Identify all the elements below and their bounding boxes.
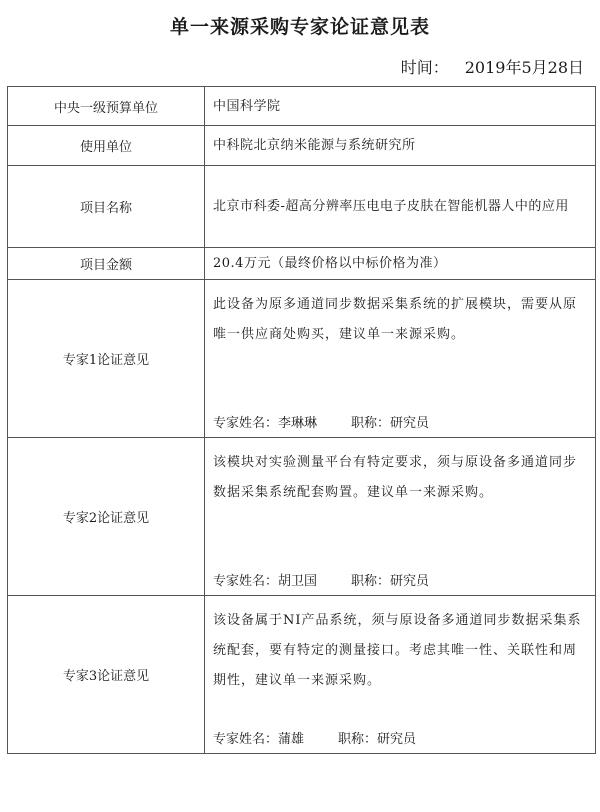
expert3-signature bbox=[213, 728, 416, 747]
budget-unit-label: 中央一级预算单位 bbox=[8, 87, 205, 126]
expert1-signature bbox=[213, 412, 429, 431]
expert3-title-label: 职称： bbox=[338, 732, 378, 747]
expert1-name-label: 专家姓名： bbox=[213, 416, 279, 431]
expert1-opinion-label: 专家1论证意见 bbox=[8, 280, 205, 438]
user-unit-value: 中科院北京纳米能源与系统研究所 bbox=[205, 126, 596, 166]
expert2-title-label: 职称： bbox=[351, 574, 391, 589]
table-row bbox=[8, 126, 596, 166]
expert2-opinion-cell bbox=[205, 438, 596, 596]
expert1-title-label: 职称： bbox=[351, 416, 391, 431]
expert3-name: 蒲雄 bbox=[278, 732, 305, 747]
expert3-opinion-text: 该设备属于NI产品系统，须与原设备多通道同步数据采集系统配套，要有特定的测量接口。考虑其唯一性、关联性和周期性，建议单一来源采购。 bbox=[213, 613, 582, 688]
expert2-name: 胡卫国 bbox=[278, 574, 318, 589]
expert3-title: 研究员 bbox=[377, 732, 417, 747]
table-row bbox=[8, 166, 596, 248]
expert2-signature bbox=[213, 570, 429, 589]
project-name-value: 北京市科委-超高分辨率压电电子皮肤在智能机器人中的应用 bbox=[205, 166, 596, 248]
budget-unit-value: 中国科学院 bbox=[205, 87, 596, 126]
expert2-title: 研究员 bbox=[390, 574, 430, 589]
date-value: 2019年5月28日 bbox=[464, 58, 584, 77]
expert2-opinion-text: 该模块对实验测量平台有特定要求，须与原设备多通道同步数据采集系统配套购置。建议单一来源采购。 bbox=[213, 455, 578, 500]
opinion-form-table bbox=[7, 86, 596, 754]
project-amount-value: 20.4万元（最终价格以中标价格为准） bbox=[205, 248, 596, 280]
expert1-opinion-cell bbox=[205, 280, 596, 438]
form-title: 单一来源采购专家论证意见表 bbox=[169, 16, 430, 38]
expert2-opinion-label: 专家2论证意见 bbox=[8, 438, 205, 596]
table-row bbox=[8, 280, 596, 438]
table-row bbox=[8, 596, 596, 754]
date-label: 时间： bbox=[400, 58, 449, 77]
expert1-title: 研究员 bbox=[390, 416, 430, 431]
expert1-opinion-text: 此设备为原多通道同步数据采集系统的扩展模块，需要从原唯一供应商处购买，建议单一来源采购。 bbox=[213, 297, 578, 342]
table-row bbox=[8, 87, 596, 126]
expert1-name: 李琳琳 bbox=[278, 416, 318, 431]
expert2-name-label: 专家姓名： bbox=[213, 574, 279, 589]
expert3-name-label: 专家姓名： bbox=[213, 732, 279, 747]
expert3-opinion-cell bbox=[205, 596, 596, 754]
expert3-opinion-label: 专家3论证意见 bbox=[8, 596, 205, 754]
table-row bbox=[8, 248, 596, 280]
project-amount-label: 项目金额 bbox=[8, 248, 205, 280]
date-line bbox=[401, 55, 584, 78]
project-name-label: 项目名称 bbox=[8, 166, 205, 248]
user-unit-label: 使用单位 bbox=[8, 126, 205, 166]
table-row bbox=[8, 438, 596, 596]
